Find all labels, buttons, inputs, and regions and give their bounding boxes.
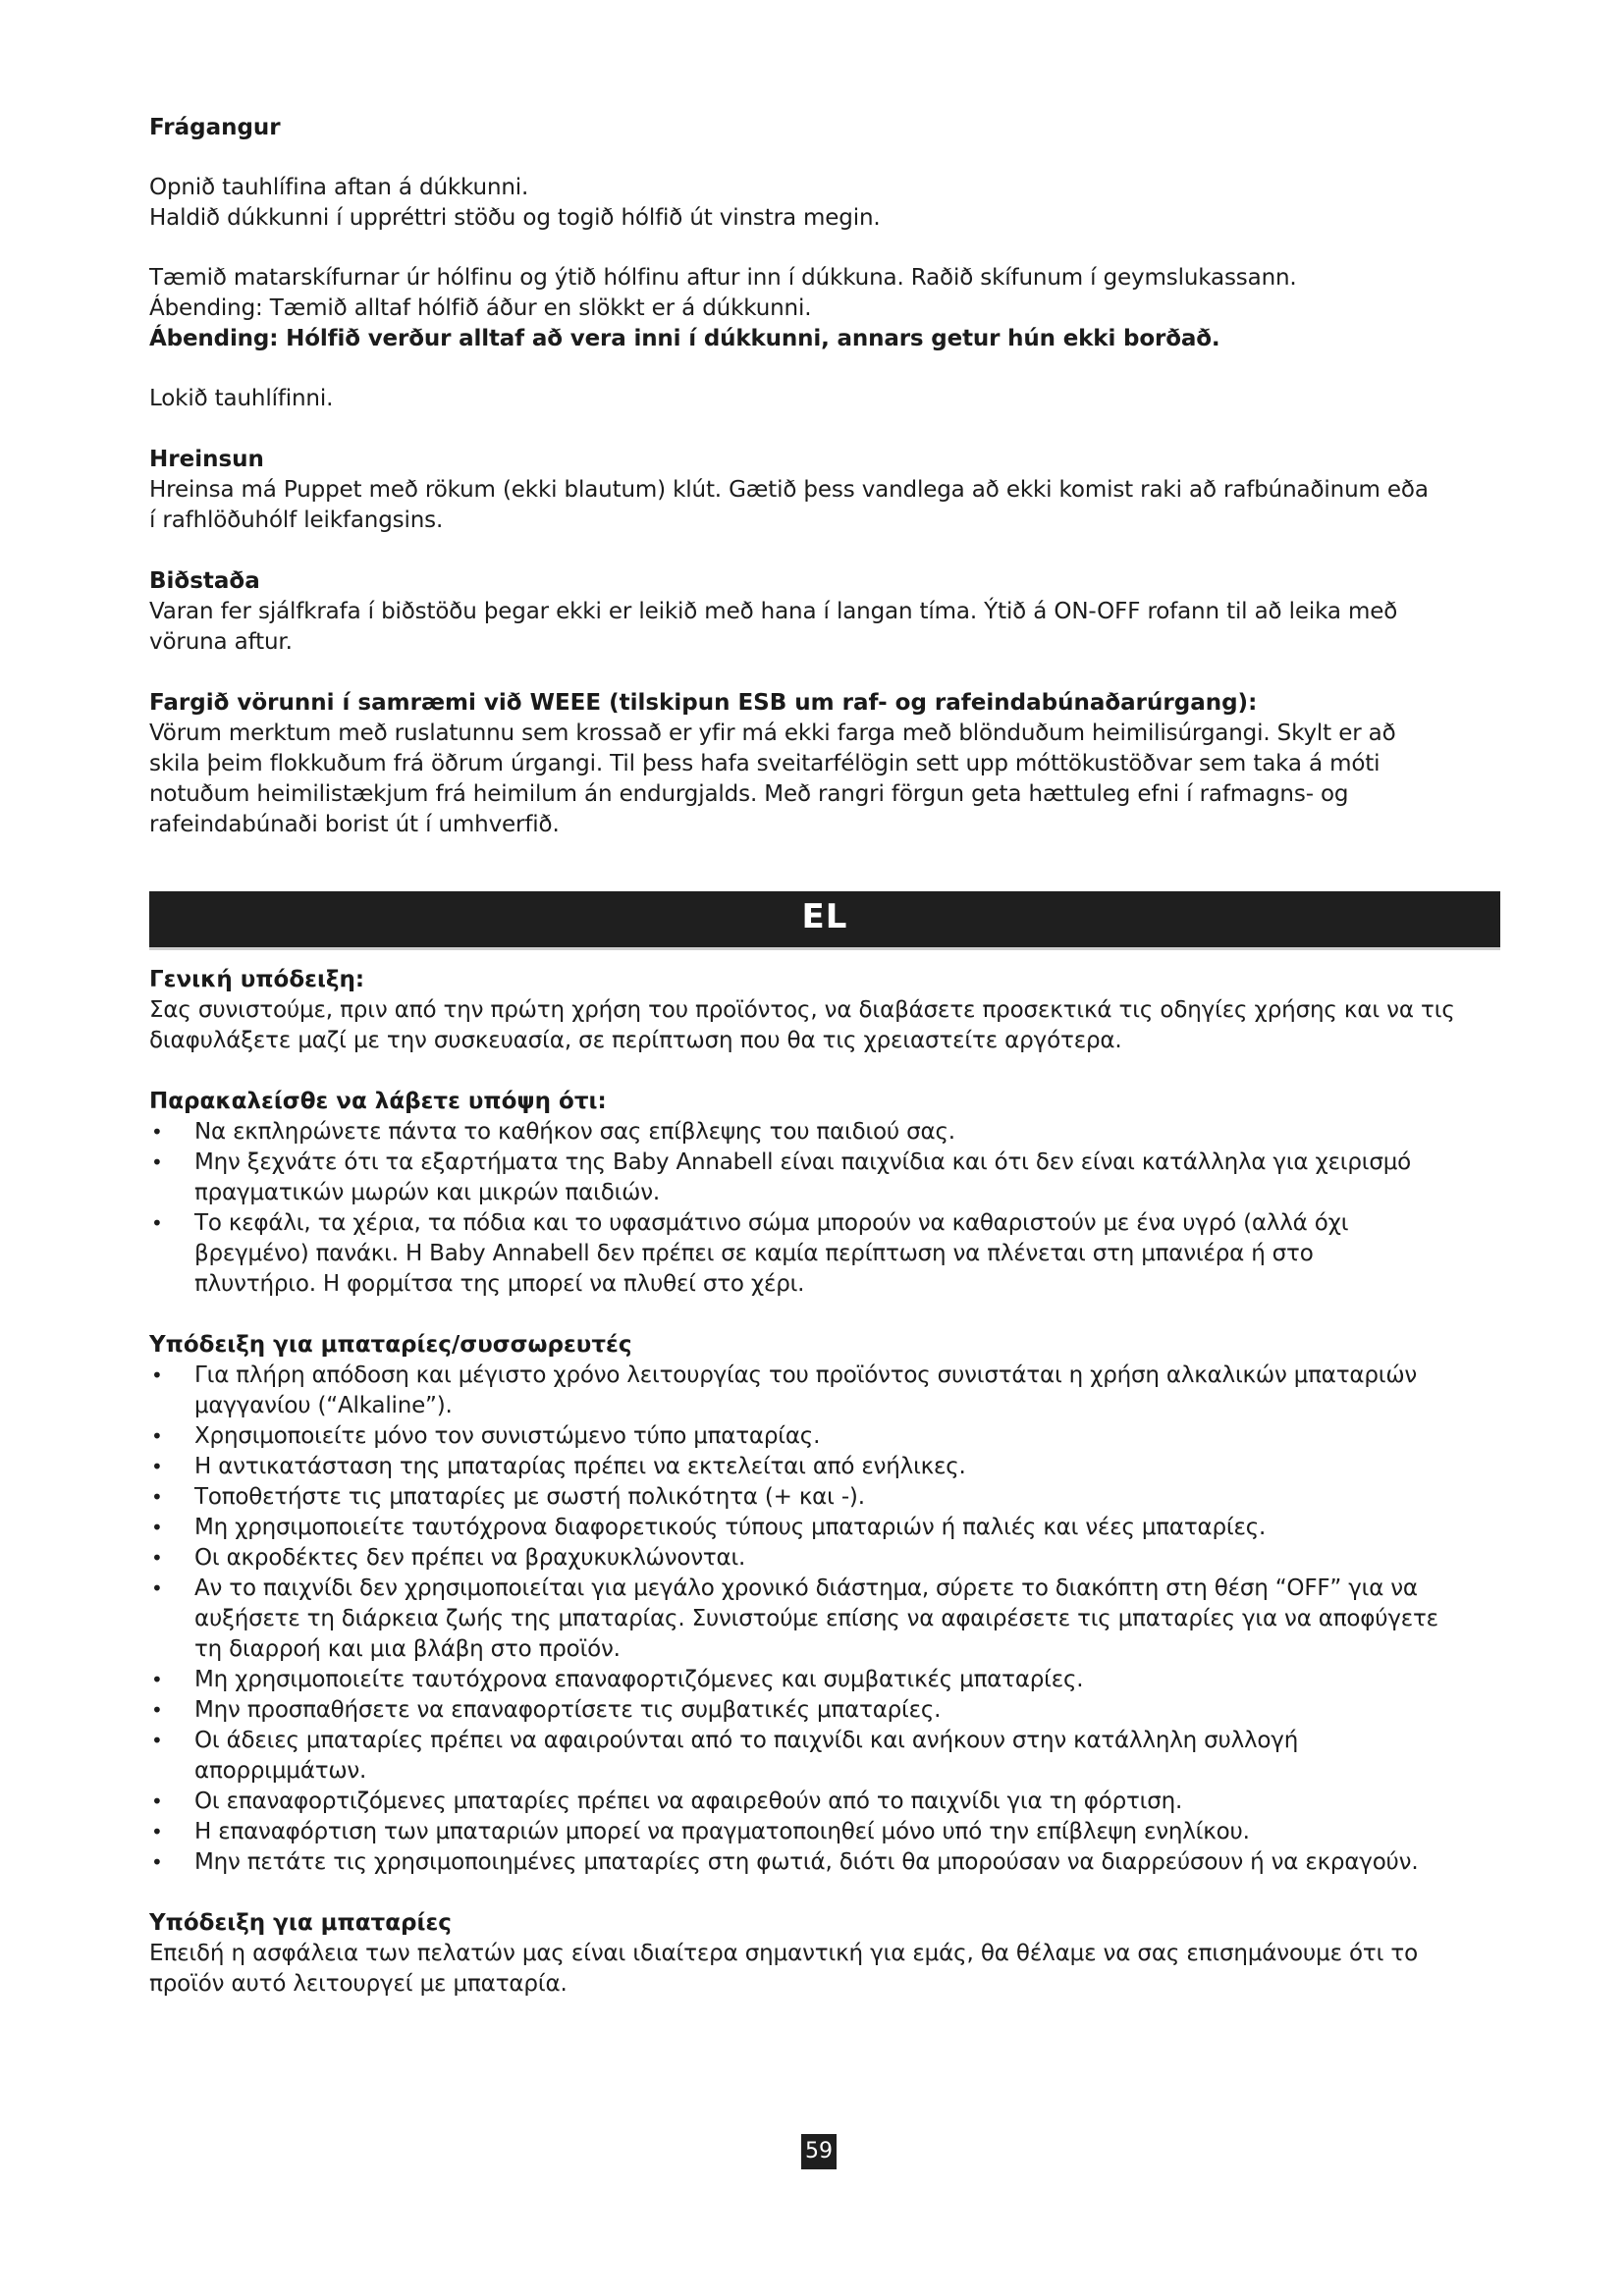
language-label: EL [801, 897, 848, 936]
list-item: • Να εκπληρώνετε πάντα το καθήκον σας επίβλεψης του παιδιού σας. [149, 1117, 1500, 1148]
page-number: 59 [801, 2134, 837, 2169]
paragraph-line: Επειδή η ασφάλεια των πελατών μας είναι ιδιαίτερα σημαντική για εμάς, θα θέλαμε να σας επισημάνουμε ότι το [149, 1941, 1419, 1966]
list-item: • Αν το παιχνίδι δεν χρησιμοποιείται για μεγάλο χρονικό διάστημα, σύρετε το διακόπτη στη θέση “OFF” για να αυξήσετε τη διάρκεια ζωής της μπαταρίας. Συνιστούμε επίσης να αφαιρέσετε τις μπαταρίες για να αποφύγετε τη διαρροή και μια βλάβη στο προϊόν. [149, 1574, 1500, 1665]
paragraph-line: Tæmið matarskífurnar úr hólfinu og ýtið hólfinu aftur inn í dúkkuna. Raðið skífunum í geymslukassann. [149, 265, 1297, 291]
language-band [149, 891, 1500, 950]
batteries-list [149, 1361, 1500, 1878]
heading-notice: Παρακαλείσθε να λάβετε υπόψη ότι: [149, 1089, 607, 1114]
list-item: • Οι ακροδέκτες δεν πρέπει να βραχυκυκλώνονται. [149, 1543, 1500, 1574]
paragraph-line: διαφυλάξετε μαζί με την συσκευασία, σε περίπτωση που θα τις χρειαστείτε αργότερα. [149, 1028, 1122, 1053]
paragraph-line: προϊόν αυτό λειτουργεί με μπαταρία. [149, 1971, 568, 1997]
list-item: • Η επαναφόρτιση των μπαταριών μπορεί να πραγματοποιηθεί μόνο υπό την επίβλεψη ενηλίκου. [149, 1817, 1500, 1847]
section-weee [149, 687, 1500, 840]
section-battery-note [149, 1907, 1500, 2000]
heading-weee: Fargið vörunni í samræmi við WEEE (tilskipun ESB um raf- og rafeindabúnaðarúrgang): [149, 690, 1258, 716]
paragraph-line: Hreinsa má Puppet með rökum (ekki blautum) klút. Gætið þess vandlega að ekki komist raki að rafbúnaðinum eða [149, 477, 1429, 503]
notice-list [149, 1117, 1500, 1300]
paragraph-line: Haldið dúkkunni í uppréttri stöðu og togið hólfið út vinstra megin. [149, 205, 881, 231]
section-bidstada [149, 565, 1500, 658]
list-item: • Μη χρησιμοποιείτε ταυτόχρονα διαφορετικούς τύπους μπαταριών ή παλιές και νέες μπαταρίες. [149, 1513, 1500, 1543]
page-content [149, 112, 1500, 2000]
list-item: • Για πλήρη απόδοση και μέγιστο χρόνο λειτουργίας του προϊόντος συνιστάται η χρήση αλκαλικών μπαταριών μαγγανίου (“Alkaline”). [149, 1361, 1500, 1421]
list-item: • Μη χρησιμοποιείτε ταυτόχρονα επαναφορτιζόμενες και συμβατικές μπαταρίες. [149, 1665, 1500, 1695]
list-item: • Το κεφάλι, τα χέρια, τα πόδια και το υφασμάτινο σώμα μπορούν να καθαριστούν με ένα υγρό (αλλά όχι βρεγμένο) πανάκι. Η Baby Annabell δεν πρέπει σε καμία περίπτωση να πλένεται στη μπανιέρα ή στο πλυντήριο. Η φορμίτσα της μπορεί να πλυθεί στο χέρι. [149, 1208, 1500, 1300]
section-general-note [149, 964, 1500, 1056]
heading-battery-note: Υπόδειξη για μπαταρίες [149, 1910, 452, 1936]
section-hreinsun [149, 444, 1500, 536]
paragraph-line: Ábending: Hólfið verður alltaf að vera inni í dúkkunni, annars getur hún ekki borðað. [149, 326, 1220, 351]
paragraph-line: Lokið tauhlífinni. [149, 386, 334, 411]
list-item: • Οι άδειες μπαταρίες πρέπει να αφαιρούνται από το παιχνίδι και ανήκουν στην κατάλληλη συλλογή απορριμμάτων. [149, 1726, 1500, 1787]
heading-hreinsun: Hreinsun [149, 447, 264, 472]
paragraph-line: notuðum heimilistækjum frá heimilum án endurgjalds. Með rangri förgun geta hættuleg efni í rafmagns- og [149, 781, 1349, 807]
list-item: • Μην πετάτε τις χρησιμοποιημένες μπαταρίες στη φωτιά, διότι θα μπορούσαν να διαρρεύσουν ή να εκραγούν. [149, 1847, 1500, 1878]
paragraph-line: Vörum merktum með ruslatunnu sem krossað er yfir má ekki farga með blönduðum heimilisúrgangi. Skylt er að [149, 721, 1396, 746]
heading-general-note: Γενική υπόδειξη: [149, 967, 365, 992]
paragraph-line: rafeindabúnaði borist út í umhverfið. [149, 812, 560, 837]
paragraph-line: Varan fer sjálfkrafa í biðstöðu þegar ekki er leikið með hana í langan tíma. Ýtið á ON-OFF rofann til að leika með [149, 599, 1398, 624]
heading-fragangur: Frágangur [149, 115, 281, 140]
paragraph-line: Σας συνιστούμε, πριν από την πρώτη χρήση του προϊόντος, να διαβάσετε προσεκτικά τις οδηγίες χρήσης και να τις [149, 997, 1455, 1023]
paragraph-line: vöruna aftur. [149, 629, 293, 655]
list-item: • Μην ξεχνάτε ότι τα εξαρτήματα της Baby Annabell είναι παιχνίδια και ότι δεν είναι κατάλληλα για χειρισμό πραγματικών μωρών και μικρών παιδιών. [149, 1148, 1500, 1208]
list-item: • Μην προσπαθήσετε να επαναφορτίσετε τις συμβατικές μπαταρίες. [149, 1695, 1500, 1726]
section-notice [149, 1086, 1500, 1300]
list-item: • Τοποθετήστε τις μπαταρίες με σωστή πολικότητα (+ και -). [149, 1482, 1500, 1513]
section-batteries [149, 1329, 1500, 1878]
heading-bidstada: Biðstaða [149, 568, 260, 594]
list-item: • Η αντικατάσταση της μπαταρίας πρέπει να εκτελείται από ενήλικες. [149, 1452, 1500, 1482]
list-item: • Χρησιμοποιείτε μόνο τον συνιστώμενο τύπο μπαταρίας. [149, 1421, 1500, 1452]
paragraph-line: skila þeim flokkuðum frá öðrum úrgangi. Til þess hafa sveitarfélögin sett upp móttökustöðvar sem taka á móti [149, 751, 1380, 776]
section-fragangur [149, 112, 1500, 414]
paragraph-line: Opnið tauhlífina aftan á dúkkunni. [149, 175, 529, 200]
list-item: • Οι επαναφορτιζόμενες μπαταρίες πρέπει να αφαιρεθούν από το παιχνίδι για τη φόρτιση. [149, 1787, 1500, 1817]
heading-batteries: Υπόδειξη για μπαταρίες/συσσωρευτές [149, 1332, 632, 1358]
paragraph-line: Ábending: Tæmið alltaf hólfið áður en slökkt er á dúkkunni. [149, 295, 812, 321]
paragraph-line: í rafhlöðuhólf leikfangsins. [149, 507, 444, 533]
